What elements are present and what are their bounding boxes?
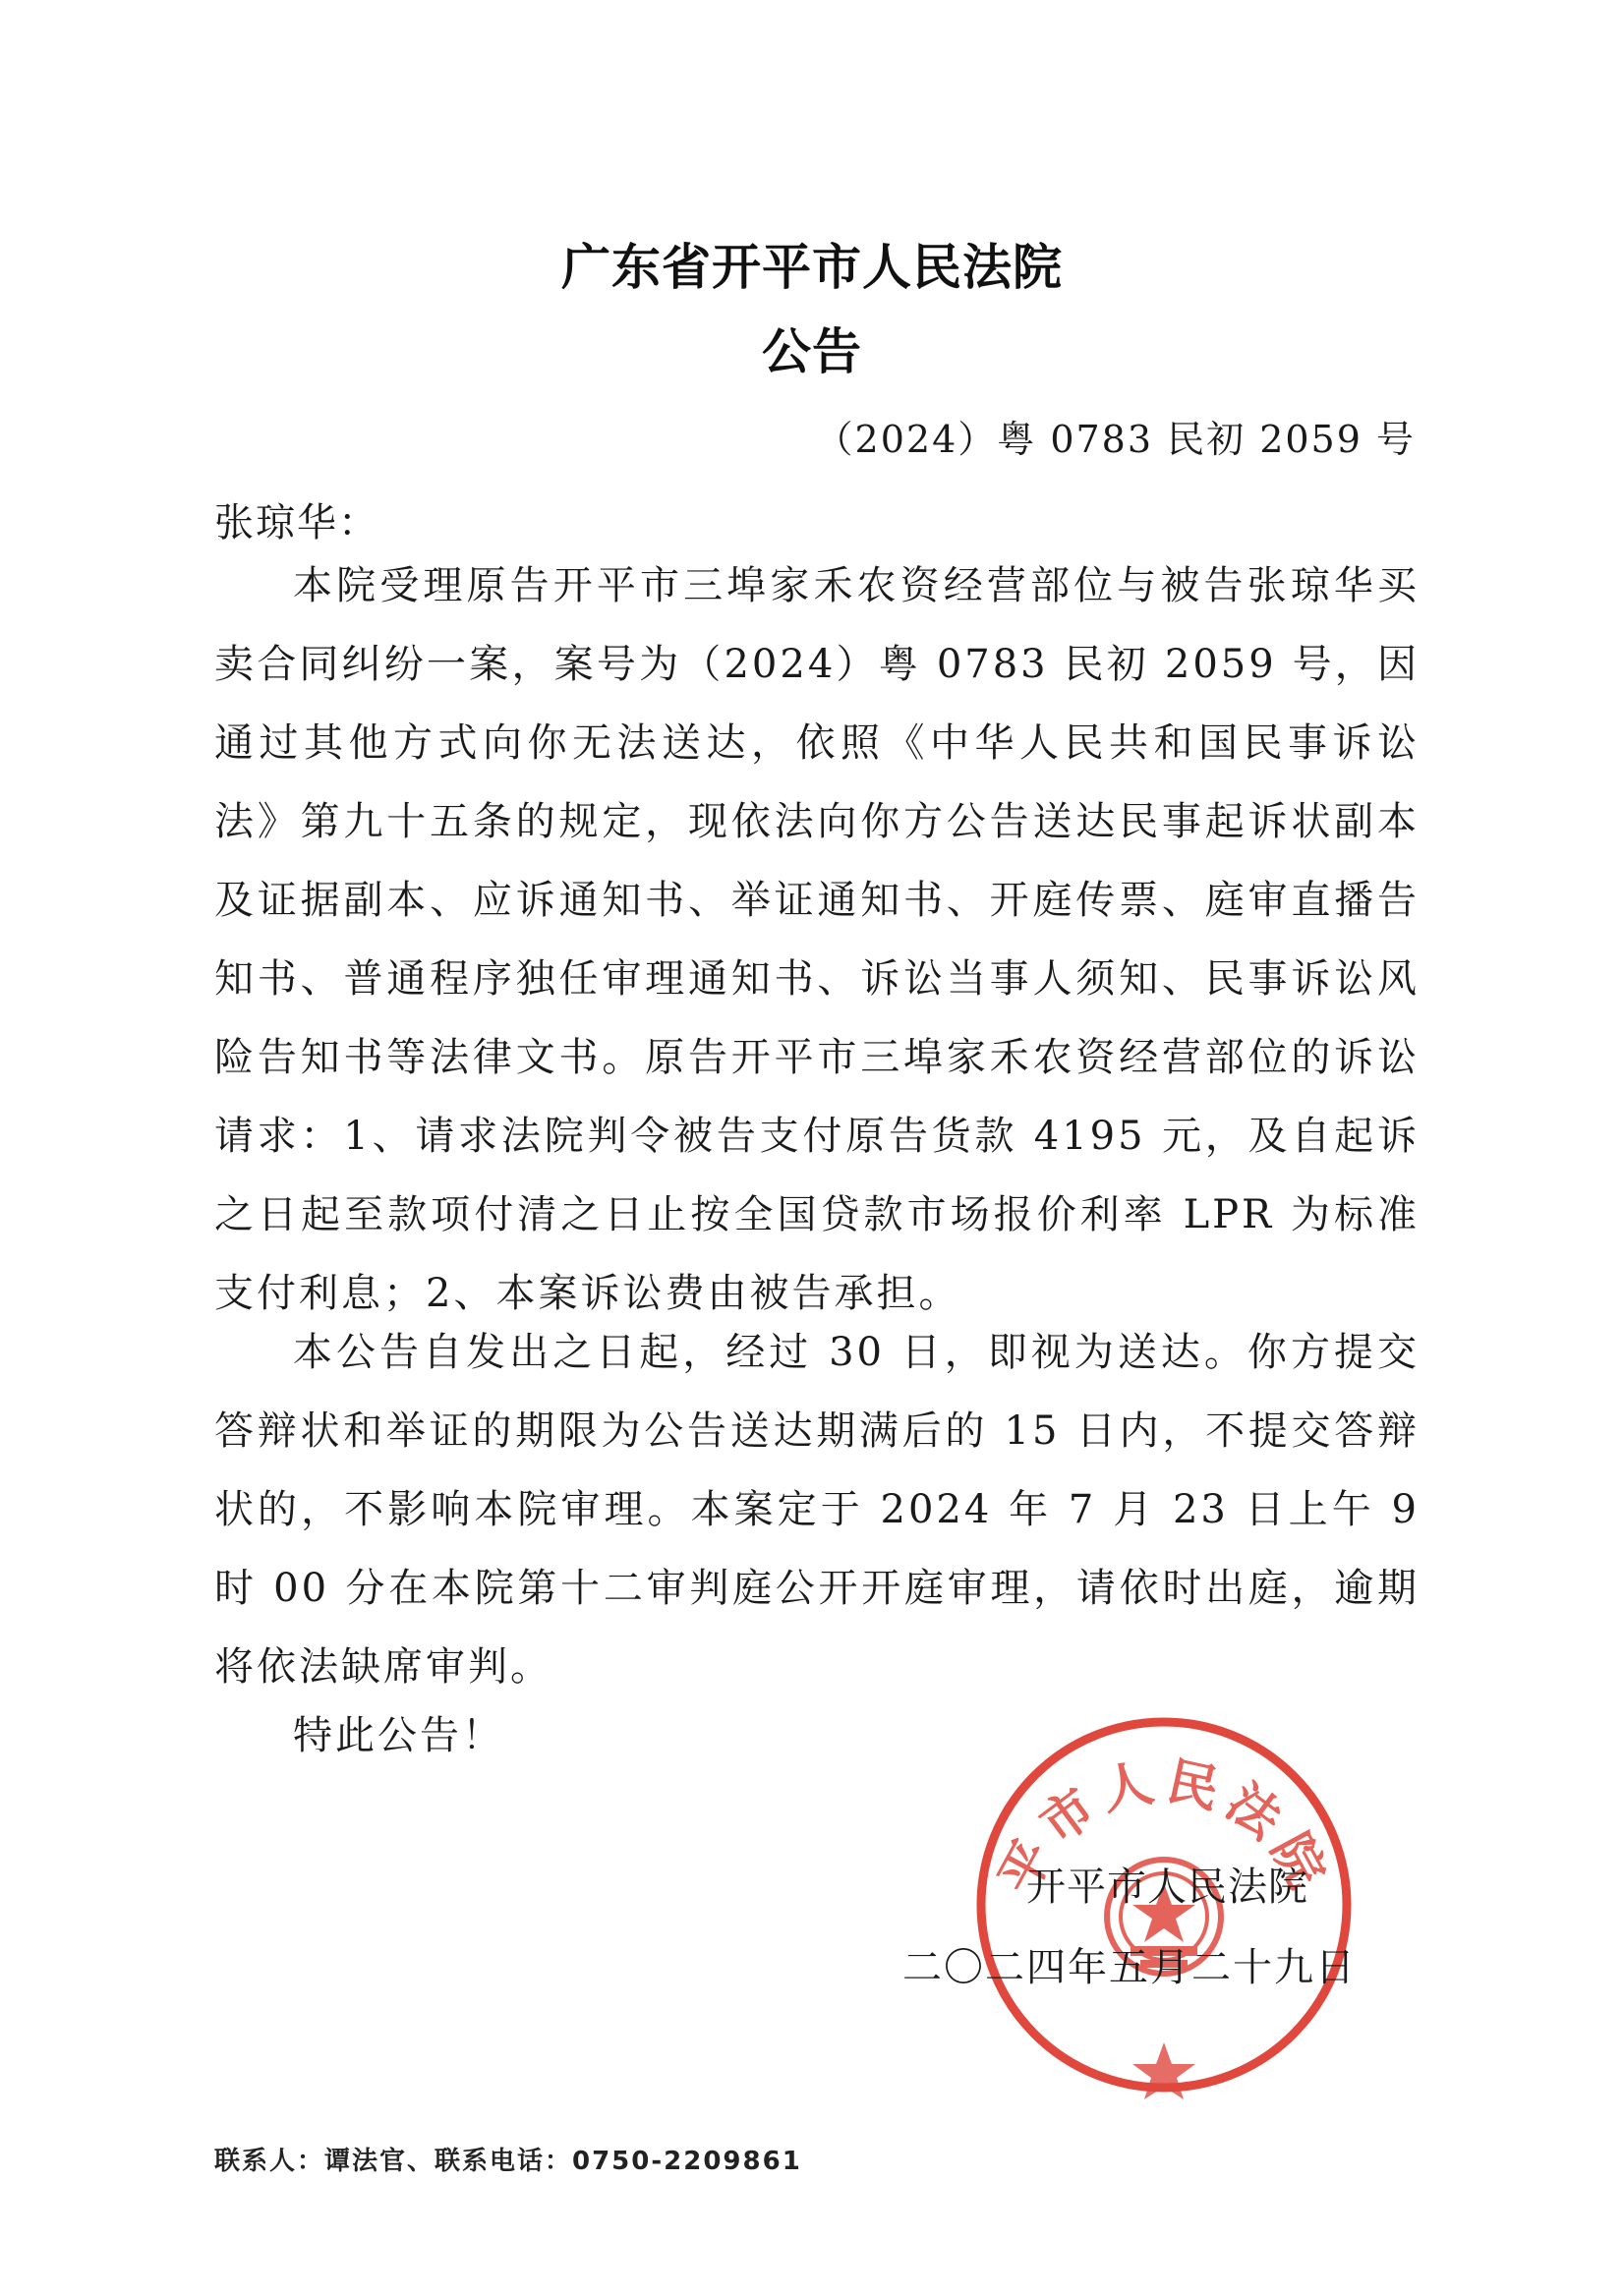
seal-text: 平市人民法院 (987, 1751, 1341, 1905)
body-paragraph-closing: 特此公告！ (293, 1713, 504, 1758)
contact-info: 联系人：谭法官、联系电话：0750-2209861 (214, 2147, 802, 2176)
signing-court: 开平市人民法院 (1026, 1865, 1308, 1910)
body-paragraph-service: 本公告自发出之日起，经过 30 日，即视为送达。你方提交答辩状和举证的期限为公告送达期满后的 15 日内，不提交答辩状的，不影响本院审理。本案定于 2024 年 7 月 23 日上午 9 时 00 分在本院第十二审判庭公开开庭审理，请依时出庭，逾期将依法缺席审判。 (214, 1330, 1420, 1690)
document-title: 公告 (762, 323, 862, 380)
addressee: 张琼华： (214, 500, 379, 545)
case-number: （2024）粤 0783 民初 2059 号 (815, 418, 1416, 461)
court-title: 广东省开平市人民法院 (561, 239, 1063, 296)
signing-date: 二〇二四年五月二十九日 (902, 1945, 1357, 1990)
body-paragraph-notice: 本院受理原告开平市三埠家禾农资经营部位与被告张琼华买卖合同纠纷一案，案号为（2024）粤 0783 民初 2059 号，因通过其他方式向你无法送达，依照《中华人民共和国民事诉讼法》第九十五条的规定，现依法向你方公告送达民事起诉状副本及证据副本、应诉通知书、举证通知书、开庭传票、庭审直播告知书、普通程序独任审理通知书、诉讼当事人须知、民事诉讼风险告知书等法律文书。原告开平市三埠家禾农资经营部位的诉讼请求：1、请求法院判令被告支付原告货款 4195 元，及自起诉之日起至款项付清之日止按全国贷款市场报价利率 LPR 为标准支付利息；2、本案诉讼费由被告承担。 (214, 563, 1420, 1316)
